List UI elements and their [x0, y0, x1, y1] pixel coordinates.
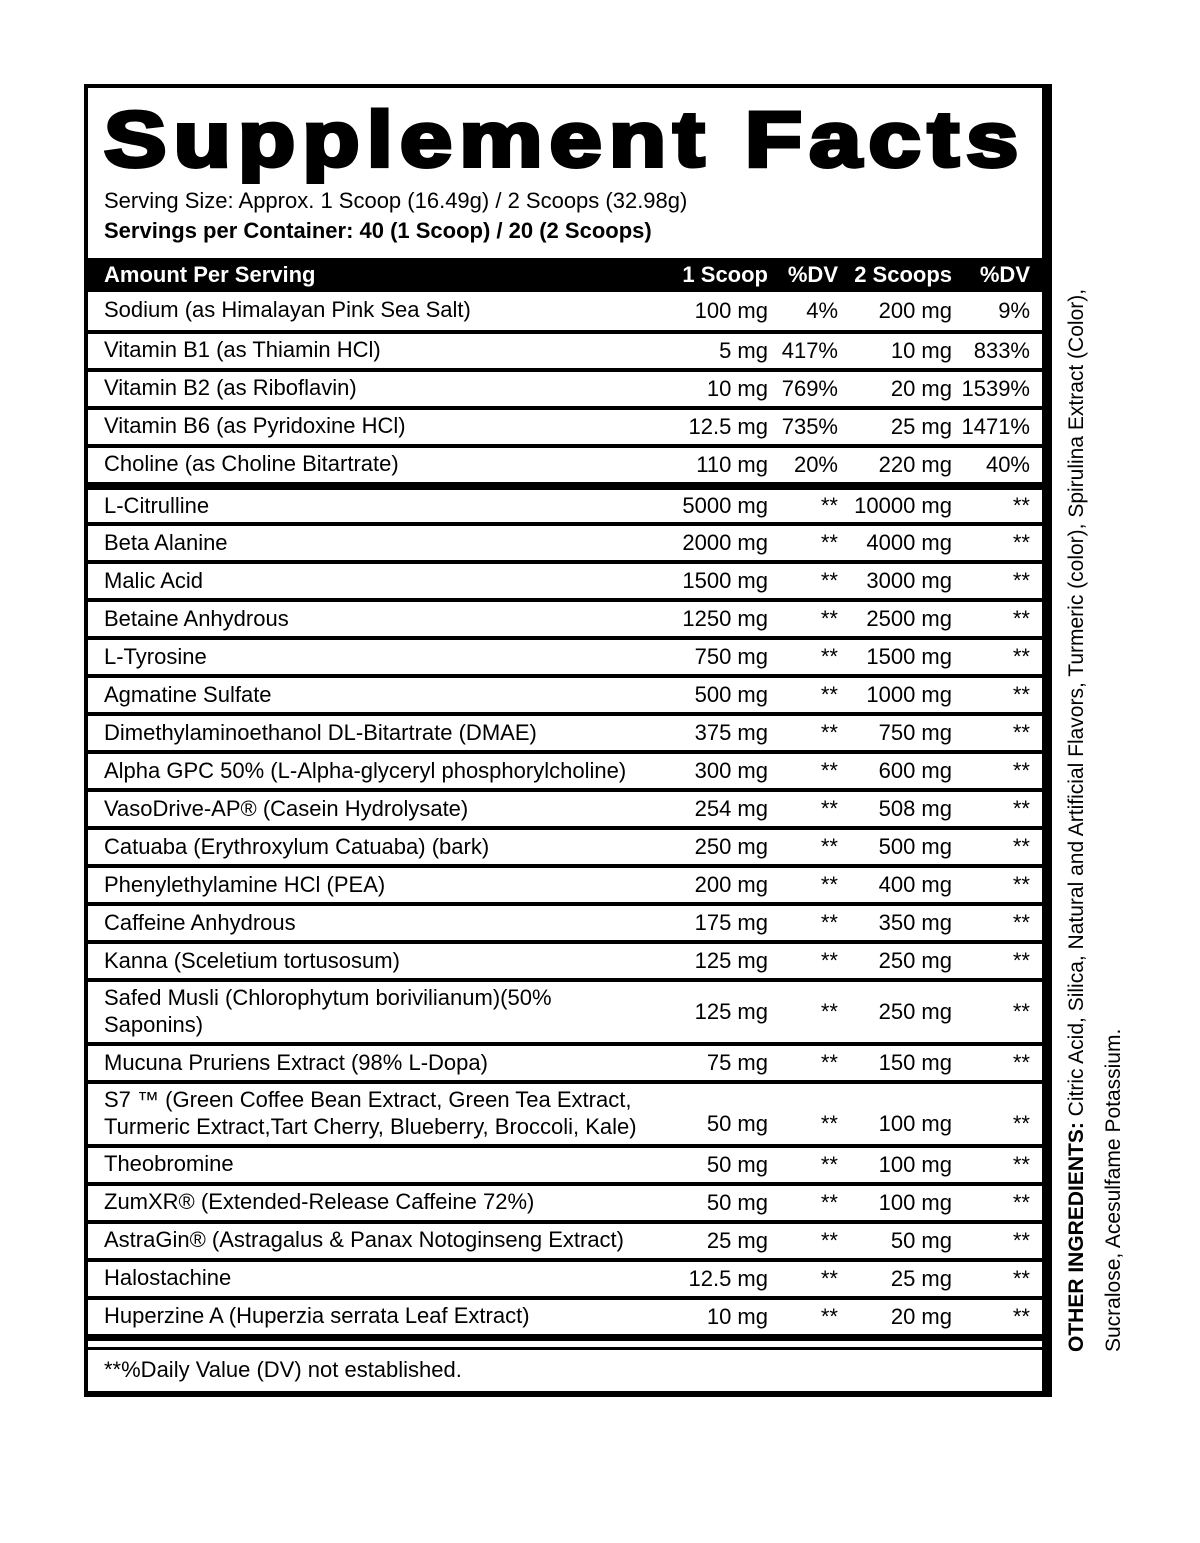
ingredient-name: Theobromine: [104, 1151, 234, 1177]
table-row: [88, 1042, 1042, 1080]
table-row: [88, 330, 1042, 368]
table-row: [88, 940, 1042, 978]
ingredient-name: Vitamin B1 (as Thiamin HCl): [104, 337, 381, 363]
dv-1-scoop: 735%: [781, 413, 838, 439]
amount-2-scoops: 1500 mg: [866, 644, 952, 670]
dv-2-scoops: **: [1012, 720, 1030, 746]
amount-2-scoops: 4000 mg: [866, 530, 952, 556]
column-header-amount-per-serving: Amount Per Serving: [104, 261, 316, 287]
dv-1-scoop: **: [820, 682, 838, 708]
amount-1-scoop: 200 mg: [694, 872, 768, 898]
dv-2-scoops: **: [1012, 1110, 1030, 1136]
amount-1-scoop: 50 mg: [706, 1189, 768, 1215]
dv-2-scoops: 1471%: [961, 413, 1030, 439]
amount-1-scoop: 500 mg: [694, 682, 768, 708]
table-row: [88, 1258, 1042, 1296]
amount-1-scoop: 750 mg: [694, 644, 768, 670]
ingredient-name: Betaine Anhydrous: [104, 605, 289, 631]
table-row: [88, 560, 1042, 598]
dv-2-scoops: **: [1012, 834, 1030, 860]
dv-2-scoops: **: [1012, 1189, 1030, 1215]
amount-2-scoops: 100 mg: [878, 1151, 952, 1177]
amount-1-scoop: 110 mg: [696, 451, 768, 477]
table-row: [88, 1296, 1042, 1334]
dv-1-scoop: **: [820, 568, 838, 594]
amount-1-scoop: 125 mg: [694, 999, 768, 1025]
dv-2-scoops: 833%: [973, 337, 1030, 363]
amount-2-scoops: 200 mg: [878, 297, 952, 323]
table-row: [88, 902, 1042, 940]
ingredient-name: S7 ™ (Green Coffee Bean Extract, Green Tea Extract, Turmeric Extract,Tart Cherry, Blueberry, Broccoli, Kale): [104, 1087, 637, 1139]
dv-2-scoops: **: [1012, 1227, 1030, 1253]
ingredient-name: Beta Alanine: [104, 529, 228, 555]
dv-1-scoop: 769%: [781, 375, 838, 401]
amount-2-scoops: 150 mg: [878, 1050, 952, 1076]
dv-1-scoop: **: [820, 834, 838, 860]
amount-1-scoop: 75 mg: [706, 1050, 768, 1076]
other-ingredients-label: OTHER INGREDIENTS:: [1065, 1122, 1088, 1352]
table-row: [88, 1220, 1042, 1258]
amount-2-scoops: 1000 mg: [866, 682, 952, 708]
table-row: [88, 522, 1042, 560]
ingredient-name: ZumXR® (Extended-Release Caffeine 72%): [104, 1189, 535, 1215]
amount-1-scoop: 300 mg: [694, 758, 768, 784]
ingredient-name: Alpha GPC 50% (L-Alpha-glyceryl phosphorylcholine): [104, 757, 627, 783]
dv-1-scoop: 4%: [806, 297, 838, 323]
amount-1-scoop: 254 mg: [694, 796, 768, 822]
ingredient-name: Safed Musli (Chlorophytum borivilianum)(50% Saponins): [104, 985, 552, 1038]
amount-2-scoops: 400 mg: [878, 872, 952, 898]
dv-1-scoop: **: [820, 758, 838, 784]
other-ingredients-vertical: [1058, 187, 1132, 1352]
amount-1-scoop: 12.5 mg: [688, 413, 768, 439]
amount-1-scoop: 1250 mg: [682, 606, 768, 632]
amount-2-scoops: 500 mg: [878, 834, 952, 860]
amount-2-scoops: 25 mg: [890, 1265, 952, 1291]
dv-2-scoops: **: [1012, 682, 1030, 708]
servings-per-container: Servings per Container: 40 (1 Scoop) / 20 (2 Scoops): [104, 217, 652, 243]
dv-2-scoops: **: [1012, 1050, 1030, 1076]
table-row: [88, 444, 1042, 482]
amount-2-scoops: 10 mg: [890, 337, 952, 363]
facts-rows: [88, 292, 1042, 1334]
dv-1-scoop: **: [820, 910, 838, 936]
table-row: [88, 292, 1042, 330]
table-row: [88, 788, 1042, 826]
dv-1-scoop: **: [820, 1110, 838, 1136]
column-header-dv-1: %DV: [787, 261, 838, 287]
dv-2-scoops: 1539%: [961, 375, 1030, 401]
dv-1-scoop: **: [820, 948, 838, 974]
dv-2-scoops: **: [1012, 872, 1030, 898]
ingredient-name: Huperzine A (Huperzia serrata Leaf Extract): [104, 1303, 530, 1329]
dv-1-scoop: 417%: [781, 337, 838, 363]
amount-2-scoops: 10000 mg: [854, 492, 952, 518]
table-row: [88, 712, 1042, 750]
table-row: [88, 482, 1042, 523]
dv-1-scoop: **: [820, 872, 838, 898]
ingredient-name: L-Tyrosine: [104, 643, 207, 669]
dv-2-scoops: **: [1012, 1303, 1030, 1329]
dv-2-scoops: 9%: [998, 297, 1030, 323]
dv-2-scoops: **: [1012, 530, 1030, 556]
amount-1-scoop: 5 mg: [719, 337, 768, 363]
ingredient-name: Sodium (as Himalayan Pink Sea Salt): [104, 297, 471, 323]
dv-1-scoop: 20%: [793, 451, 838, 477]
serving-size: Serving Size: Approx. 1 Scoop (16.49g) / 2 Scoops (32.98g): [104, 187, 688, 213]
amount-1-scoop: 25 mg: [706, 1227, 768, 1253]
dv-2-scoops: **: [1012, 910, 1030, 936]
amount-2-scoops: 20 mg: [890, 1303, 952, 1329]
amount-2-scoops: 100 mg: [878, 1110, 952, 1136]
dv-2-scoops: **: [1012, 606, 1030, 632]
ingredient-name: VasoDrive-AP® (Casein Hydrolysate): [104, 795, 469, 821]
ingredient-name: L-Citrulline: [104, 492, 210, 518]
ingredient-name: Halostachine: [104, 1265, 232, 1291]
facts-header-bar: [88, 258, 1042, 292]
amount-1-scoop: 100 mg: [694, 297, 768, 323]
dv-1-scoop: **: [820, 530, 838, 556]
column-header-1-scoop: 1 Scoop: [682, 261, 768, 287]
dv-2-scoops: **: [1012, 999, 1030, 1025]
table-row: [88, 1080, 1042, 1144]
ingredient-name: Phenylethylamine HCl (PEA): [104, 871, 386, 897]
ingredient-name: Choline (as Choline Bitartrate): [104, 451, 399, 477]
dv-2-scoops: **: [1012, 758, 1030, 784]
amount-1-scoop: 10 mg: [706, 375, 768, 401]
amount-2-scoops: 2500 mg: [866, 606, 952, 632]
table-row: [88, 864, 1042, 902]
amount-2-scoops: 25 mg: [890, 413, 952, 439]
amount-2-scoops: 250 mg: [878, 948, 952, 974]
amount-1-scoop: 1500 mg: [682, 568, 768, 594]
daily-value-footnote: **%Daily Value (DV) not established.: [88, 1347, 1042, 1391]
dv-1-scoop: **: [820, 1303, 838, 1329]
amount-1-scoop: 12.5 mg: [688, 1265, 768, 1291]
ingredient-name: Kanna (Sceletium tortusosum): [104, 947, 400, 973]
table-row: [88, 598, 1042, 636]
amount-2-scoops: 250 mg: [878, 999, 952, 1025]
amount-1-scoop: 50 mg: [706, 1110, 768, 1136]
table-row: [88, 978, 1042, 1042]
amount-1-scoop: 10 mg: [706, 1303, 768, 1329]
amount-2-scoops: 50 mg: [890, 1227, 952, 1253]
ingredient-name: Caffeine Anhydrous: [104, 909, 296, 935]
amount-1-scoop: 2000 mg: [682, 530, 768, 556]
dv-2-scoops: **: [1012, 1265, 1030, 1291]
amount-2-scoops: 350 mg: [878, 910, 952, 936]
dv-2-scoops: **: [1012, 568, 1030, 594]
amount-1-scoop: 50 mg: [706, 1151, 768, 1177]
amount-1-scoop: 250 mg: [694, 834, 768, 860]
dv-1-scoop: **: [820, 1189, 838, 1215]
dv-1-scoop: **: [820, 999, 838, 1025]
dv-1-scoop: **: [820, 1151, 838, 1177]
dv-2-scoops: 40%: [985, 451, 1030, 477]
dv-1-scoop: **: [820, 1265, 838, 1291]
dv-2-scoops: **: [1012, 796, 1030, 822]
ingredient-name: Vitamin B2 (as Riboflavin): [104, 375, 357, 401]
amount-1-scoop: 5000 mg: [682, 492, 768, 518]
table-row: [88, 368, 1042, 406]
amount-2-scoops: 600 mg: [878, 758, 952, 784]
amount-2-scoops: 3000 mg: [866, 568, 952, 594]
ingredient-name: Mucuna Pruriens Extract (98% L-Dopa): [104, 1049, 488, 1075]
dv-1-scoop: **: [820, 492, 838, 518]
dv-2-scoops: **: [1012, 1151, 1030, 1177]
dv-1-scoop: **: [820, 606, 838, 632]
amount-2-scoops: 750 mg: [878, 720, 952, 746]
table-row: [88, 1182, 1042, 1220]
ingredient-name: Agmatine Sulfate: [104, 681, 272, 707]
amount-2-scoops: 508 mg: [878, 796, 952, 822]
other-ingredients-line2: Sucralose, Acesulfame Potassium.: [1102, 1028, 1125, 1352]
dv-1-scoop: **: [820, 796, 838, 822]
dv-2-scoops: **: [1012, 948, 1030, 974]
table-row: [88, 674, 1042, 712]
dv-1-scoop: **: [820, 720, 838, 746]
dv-1-scoop: **: [820, 1227, 838, 1253]
dv-2-scoops: **: [1012, 492, 1030, 518]
amount-2-scoops: 220 mg: [878, 451, 952, 477]
column-header-dv-2: %DV: [979, 261, 1030, 287]
table-row: [88, 826, 1042, 864]
dv-1-scoop: **: [820, 1050, 838, 1076]
ingredient-name: Vitamin B6 (as Pyridoxine HCl): [104, 413, 406, 439]
column-header-2-scoops: 2 Scoops: [854, 261, 952, 287]
ingredient-name: AstraGin® (Astragalus & Panax Notoginseng Extract): [104, 1227, 624, 1253]
ingredient-name: Dimethylaminoethanol DL-Bitartrate (DMAE): [104, 719, 537, 745]
page-title: Supplement Facts: [104, 95, 1026, 183]
table-end-bar: [88, 1334, 1042, 1341]
amount-2-scoops: 20 mg: [890, 375, 952, 401]
ingredient-name: Malic Acid: [104, 567, 204, 593]
amount-1-scoop: 175 mg: [694, 910, 768, 936]
dv-1-scoop: **: [820, 644, 838, 670]
table-row: [88, 636, 1042, 674]
table-row: [88, 750, 1042, 788]
supplement-facts-panel: [84, 84, 1052, 1397]
other-ingredients-text: Citric Acid, Silica, Natural and Artificial Flavors, Turmeric (color), Spirulina Extract (Color),: [1065, 288, 1088, 1123]
amount-1-scoop: 125 mg: [694, 948, 768, 974]
table-row: [88, 1144, 1042, 1182]
amount-2-scoops: 100 mg: [878, 1189, 952, 1215]
amount-1-scoop: 375 mg: [694, 720, 768, 746]
table-row: [88, 406, 1042, 444]
dv-2-scoops: **: [1012, 644, 1030, 670]
ingredient-name: Catuaba (Erythroxylum Catuaba) (bark): [104, 833, 490, 859]
other-ingredients-line1: [1058, 187, 1095, 1352]
